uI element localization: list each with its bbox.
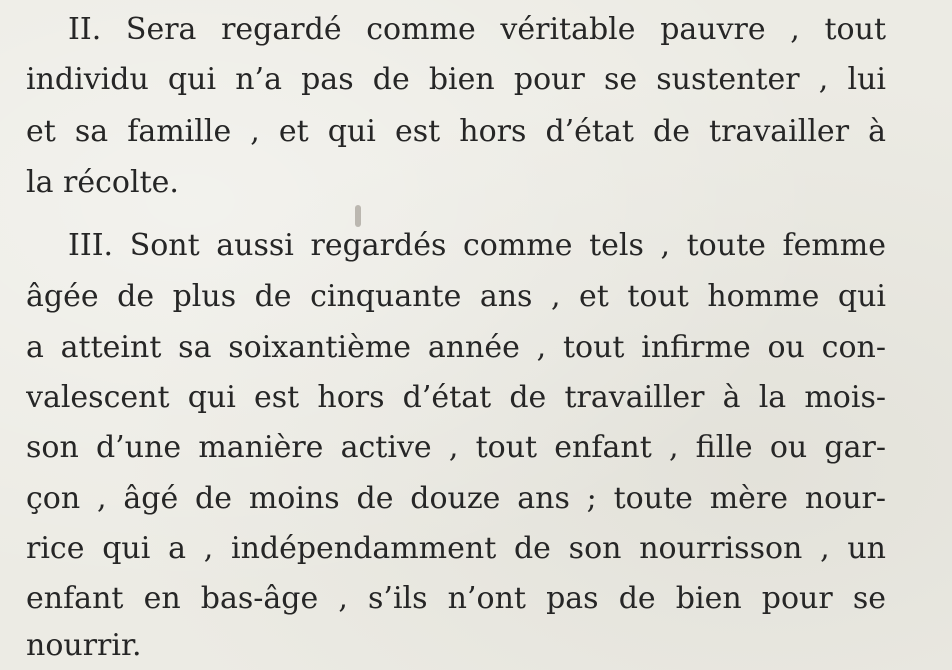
ink-smudge <box>355 205 361 227</box>
text-line: III. Sont aussi regardés comme tels , toute femme <box>68 228 886 263</box>
text-line: individu qui n’a pas de bien pour se sustenter , lui <box>26 62 886 97</box>
text-line: âgée de plus de cinquante ans , et tout homme qui <box>26 279 886 314</box>
text-line: valescent qui est hors d’état de travailler à la mois- <box>26 380 886 415</box>
text-line: a atteint sa soixantième année , tout infirme ou con- <box>26 330 886 365</box>
text-line: et sa famille , et qui est hors d’état de travailler à <box>26 114 886 149</box>
text-line: nourrir. <box>26 628 142 663</box>
text-line: son d’une manière active , tout enfant , fille ou gar- <box>26 430 886 465</box>
text-line: enfant en bas-âge , s’ils n’ont pas de bien pour se <box>26 581 886 616</box>
text-line: rice qui a , indépendamment de son nourrisson , un <box>26 531 886 566</box>
text-line: la récolte. <box>26 165 179 200</box>
text-line: çon , âgé de moins de douze ans ; toute mère nour- <box>26 481 886 516</box>
text-line: II. Sera regardé comme véritable pauvre , tout <box>68 12 886 47</box>
